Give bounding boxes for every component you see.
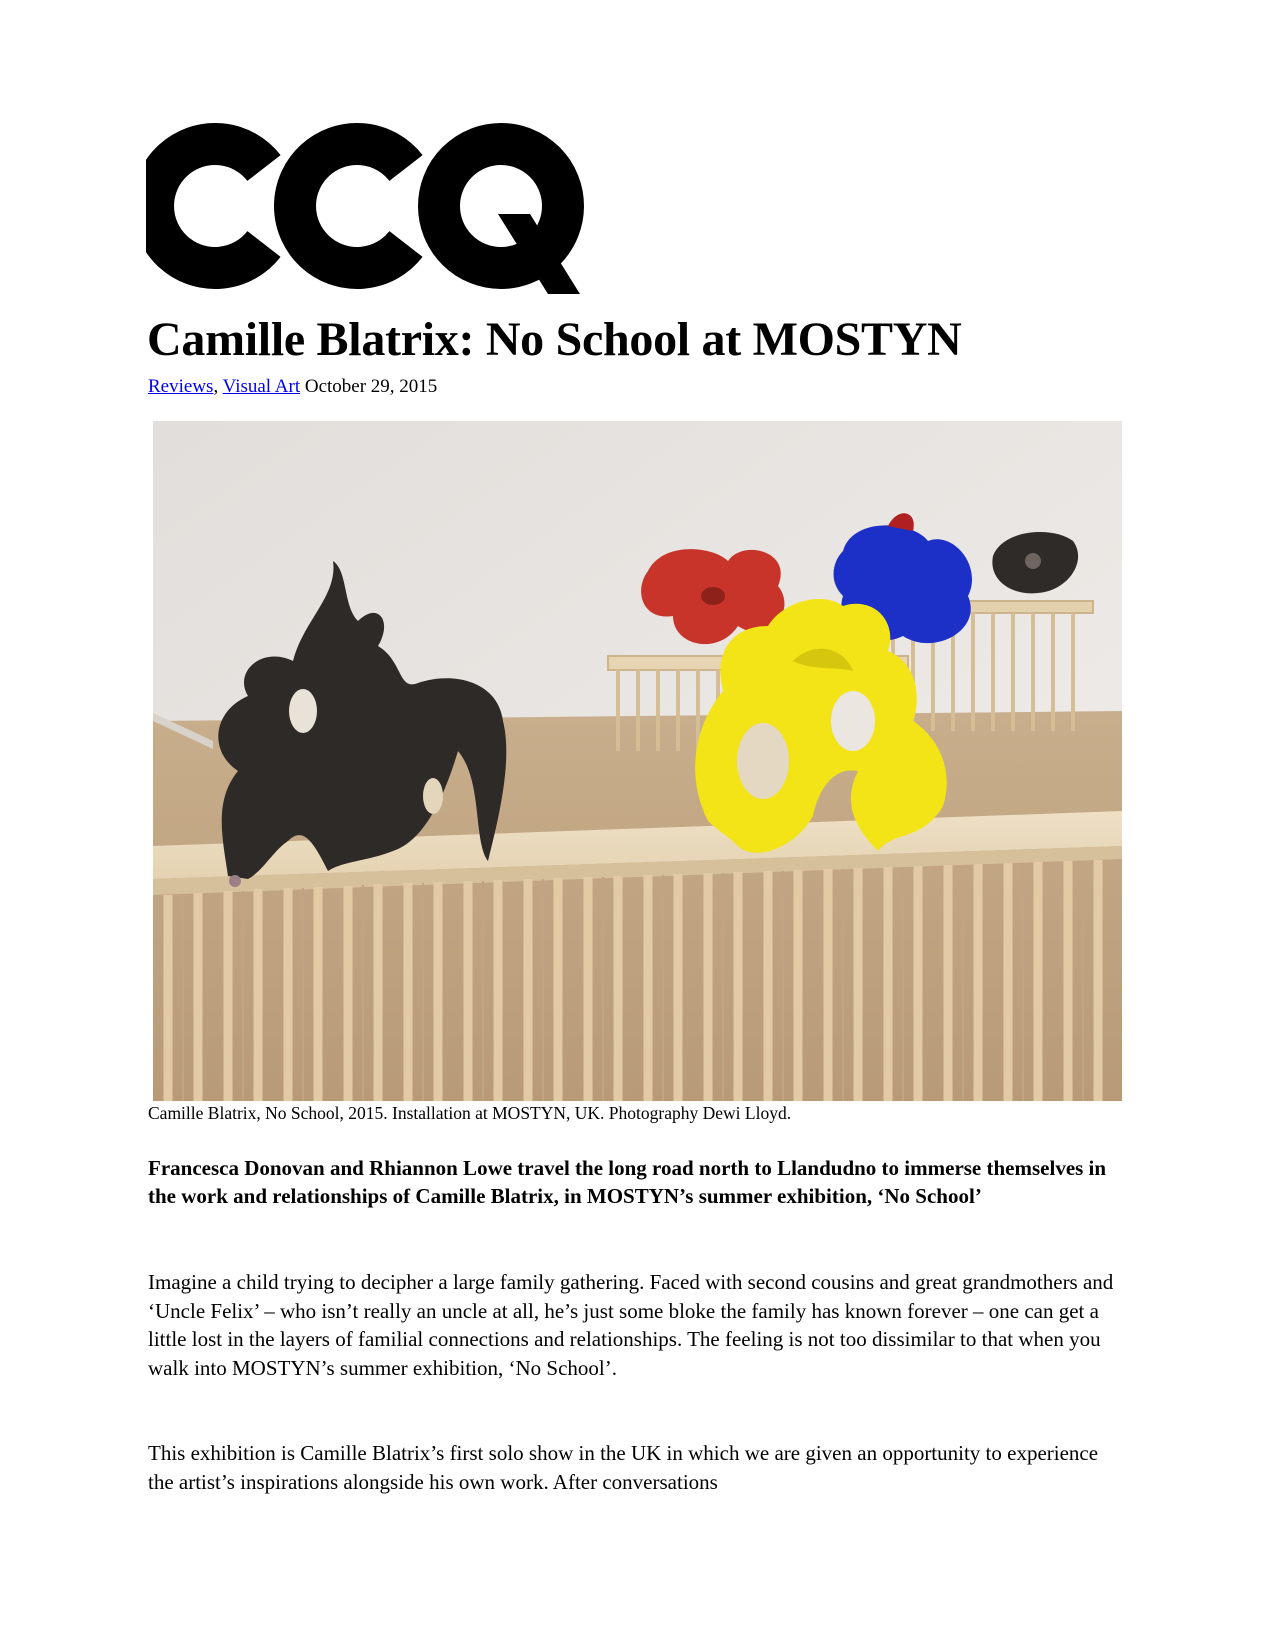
logo-letter-c1 <box>153 144 264 268</box>
body-paragraph-2: This exhibition is Camille Blatrix’s first solo show in the UK in which we are given an opportunity to experience the artist’s inspirations alongside his own work. After conversations <box>148 1441 1099 1494</box>
category-link-reviews[interactable]: Reviews <box>148 376 214 397</box>
category-link-visual-art[interactable]: Visual Art <box>222 376 301 397</box>
small-pebble <box>229 875 241 887</box>
image-caption: Camille Blatrix, No School, 2015. Installation at MOSTYN, UK. Photography Dewi Lloyd. <box>148 1103 792 1123</box>
ccq-logo[interactable] <box>146 118 586 308</box>
article-date: October 29, 2015 <box>304 376 438 397</box>
article-meta: Reviews, Visual Art October 29, 2015 <box>148 376 438 397</box>
article-title: Camille Blatrix: No School at MOSTYN <box>147 313 962 366</box>
body-paragraph-1: Imagine a child trying to decipher a large family gathering. Faced with second cousins and great grandmothers and ‘Uncle Felix’ – who isn’t really an uncle at all, he’s just some bloke the family has known forever – one can get a little lost in the layers of familial connections and relationships. The feeling is not too dissimilar to that when you walk into MOSTYN’s summer exhibition, ‘No School’. <box>148 1270 1114 1380</box>
article-lede: Francesca Donovan and Rhiannon Lowe travel the long road north to Llandudno to immerse themselves in the work and relationships of Camille Blatrix, in MOSTYN’s summer exhibition, ‘No School’ <box>148 1156 1107 1208</box>
logo-letter-c2 <box>295 144 406 268</box>
installation-photo <box>153 421 1122 1101</box>
